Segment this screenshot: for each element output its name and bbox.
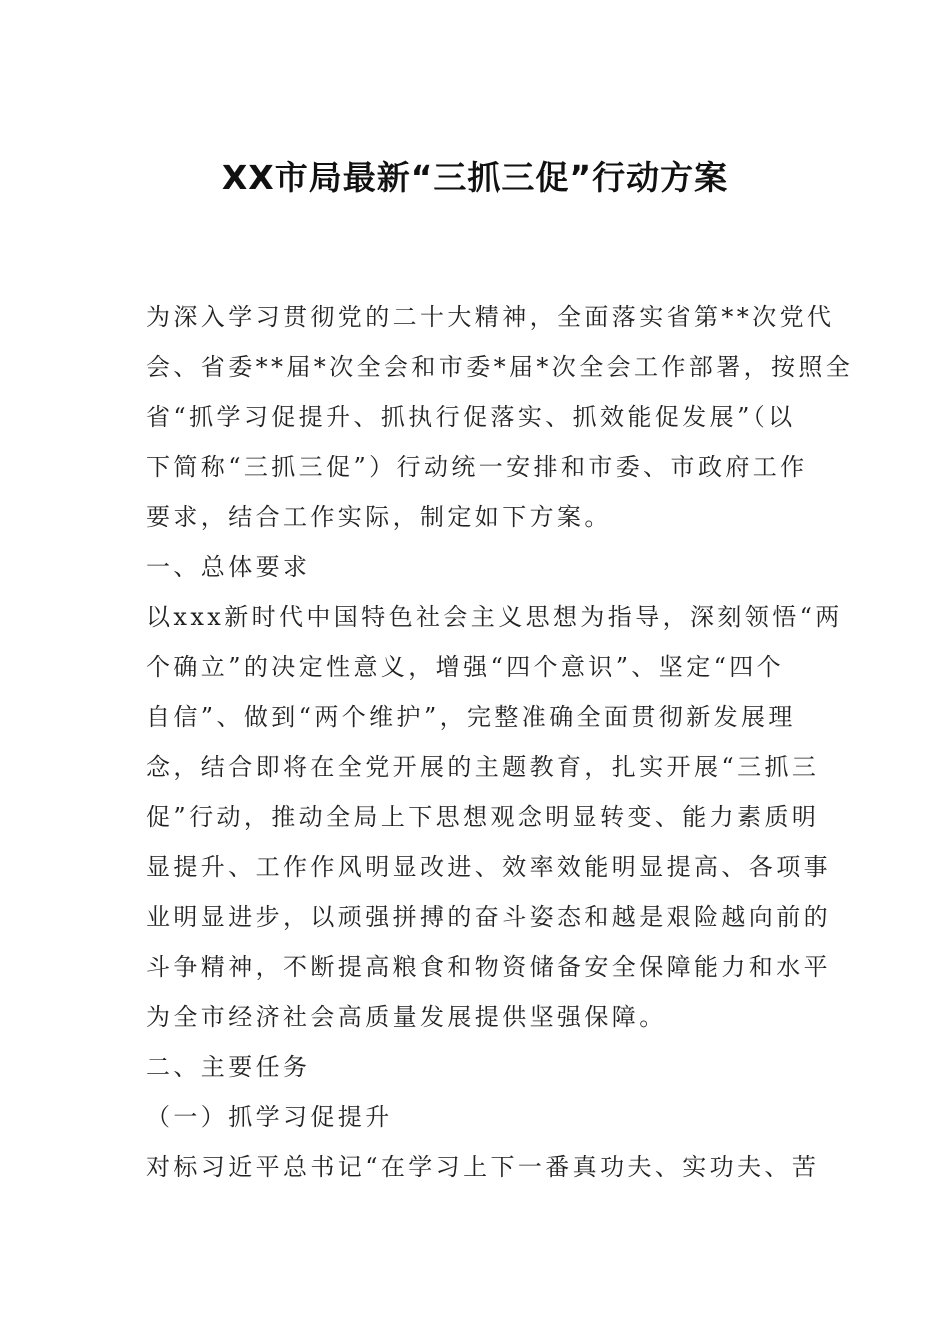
paragraph-line: 自信”、做到“两个维护”，完整准确全面贯彻新发展理 [146, 703, 796, 731]
paragraph-line: 促”行动，推动全局上下思想观念明显转变、能力素质明 [146, 803, 820, 831]
paragraph-line: 为深入学习贯彻党的二十大精神，全面落实省第**次党代 [146, 303, 835, 331]
paragraph-line: 显提升、工作作风明显改进、效率效能明显提高、各项事 [146, 853, 831, 881]
paragraph-line: 斗争精神，不断提高粮食和物资储备安全保障能力和水平 [146, 953, 831, 981]
paragraph-line: 下简称“三抓三促”）行动统一安排和市委、市政府工作 [146, 453, 808, 481]
paragraph-line: 为全市经济社会高质量发展提供坚强保障。 [146, 1003, 667, 1031]
paragraph-line: 会、省委**届*次全会和市委*届*次全会工作部署，按照全 [146, 353, 854, 381]
subsection-heading-study: （一）抓学习促提升 [146, 1103, 393, 1131]
intro-paragraph [146, 292, 854, 542]
study-paragraph [146, 1142, 820, 1192]
paragraph-line: 省“抓学习促提升、抓执行促落实、抓效能促发展”（以 [146, 403, 796, 431]
paragraph-line: 对标习近平总书记“在学习上下一番真功夫、实功夫、苦 [146, 1153, 820, 1181]
overall-requirements-paragraph [146, 592, 843, 1042]
section-heading-overall-requirements: 一、总体要求 [146, 553, 311, 581]
paragraph-line: 业明显进步，以顽强拼搏的奋斗姿态和越是艰险越向前的 [146, 903, 831, 931]
paragraph-line: 以xxx新时代中国特色社会主义思想为指导，深刻领悟“两 [146, 603, 843, 631]
paragraph-line: 念，结合即将在全党开展的主题教育，扎实开展“三抓三 [146, 753, 820, 781]
document-title: XX市局最新“三抓三促”行动方案 [221, 158, 729, 197]
section-heading-main-tasks: 二、主要任务 [146, 1053, 311, 1081]
paragraph-line: 个确立”的决定性意义，增强“四个意识”、坚定“四个 [146, 653, 785, 681]
paragraph-line: 要求，结合工作实际，制定如下方案。 [146, 503, 612, 531]
